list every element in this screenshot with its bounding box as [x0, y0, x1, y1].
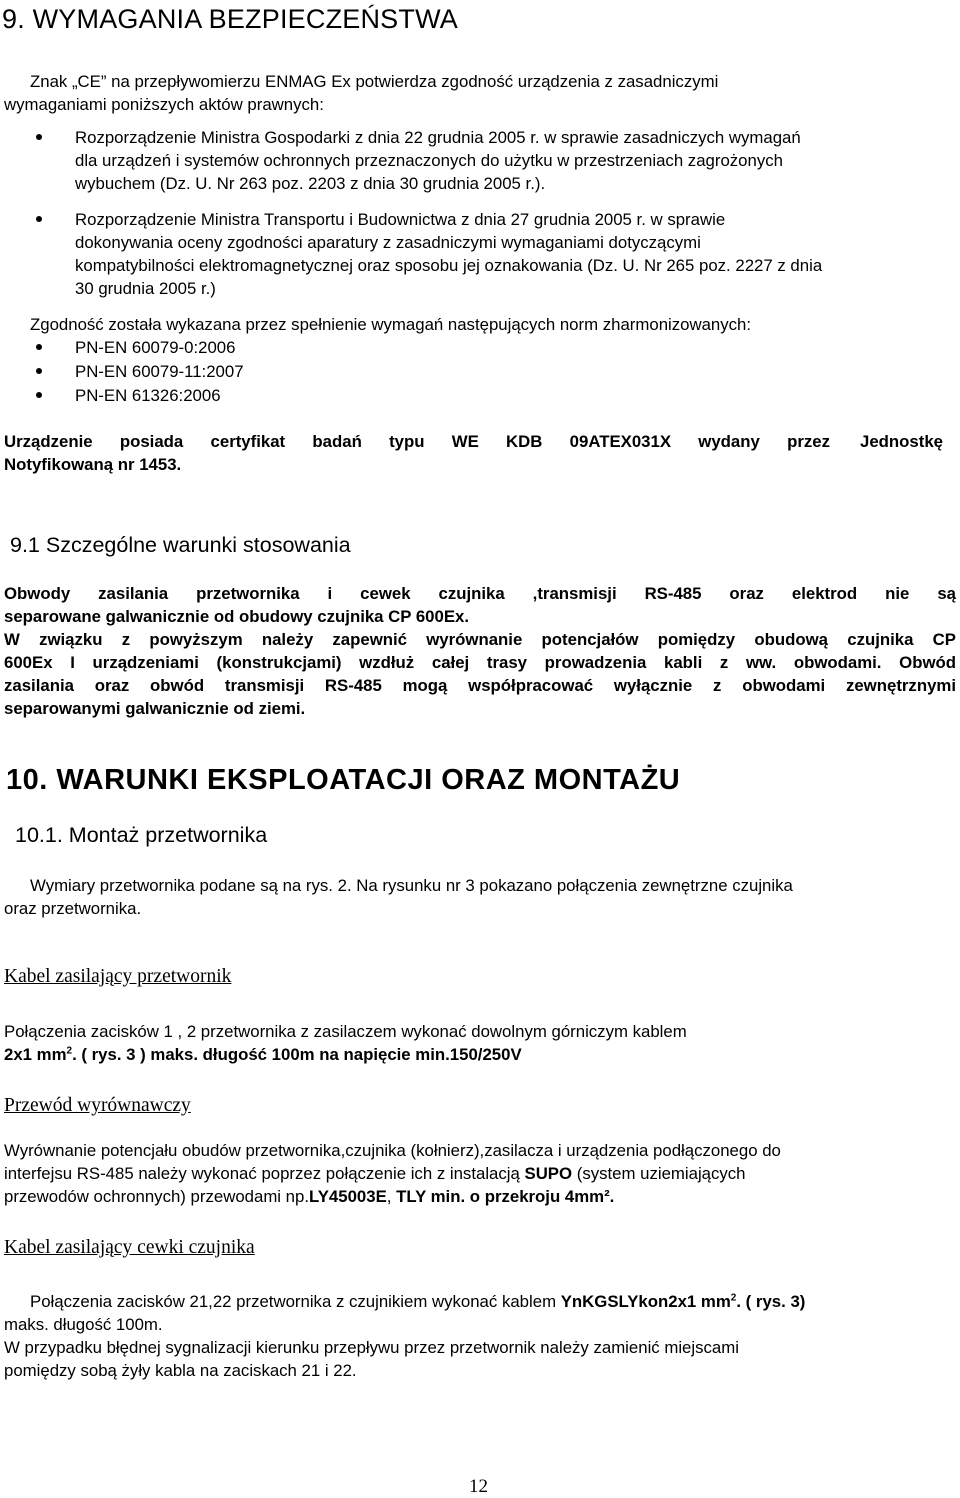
- certificate-line-2: Notyfikowaną nr 1453.: [4, 455, 182, 474]
- intro-line-2: wymaganiami poniższych aktów prawnych:: [4, 95, 324, 114]
- norm-item: PN-EN 60079-0:2006: [75, 338, 236, 357]
- intro-line-1: Znak „CE” na przepływomierzu ENMAG Ex potwierdza zgodność urządzenia z zasadniczymi: [30, 72, 719, 91]
- coil-cable-line-3: W przypadku błędnej sygnalizacji kierunku przepływu przez przetwornik należy zamienić miejscami: [4, 1338, 739, 1357]
- bullet-icon: [36, 368, 42, 374]
- special-conditions-p1-line-2: separowane galwanicznie od obudowy czujnika CP 600Ex.: [4, 607, 470, 626]
- coil-cable-line-4: pomiędzy sobą żyły kabla na zaciskach 21 i 22.: [4, 1361, 357, 1380]
- norm-item: PN-EN 60079-11:2007: [75, 362, 244, 381]
- bullet-icon: [36, 392, 42, 398]
- supply-cable-heading: Kabel zasilający przetwornik: [4, 966, 232, 987]
- norms-intro: Zgodność została wykazana przez spełnienie wymagań następujących norm zharmonizowanych:: [30, 315, 752, 334]
- regulation-1-line-2: dla urządzeń i systemów ochronnych przeznaczonych do użytku w przestrzeniach zagrożonych: [75, 151, 783, 170]
- dimensions-line-2: oraz przetwornika.: [4, 899, 142, 918]
- supply-cable-line-1: Połączenia zacisków 1 , 2 przetwornika z zasilaczem wykonać dowolnym górniczym kablem: [4, 1022, 687, 1041]
- special-conditions-p2-line-1: W związku z powyższym należy zapewnić wyrównanie potencjałów pomiędzy obudową czujnika CP: [4, 630, 956, 649]
- special-conditions-p2-line-2: 600Ex I urządzeniami (konstrukcjami) wzdłuż całej trasy prowadzenia kabli z ww. obwodami. Obwód: [4, 653, 956, 672]
- regulation-1-line-3: wybuchem (Dz. U. Nr 263 poz. 2203 z dnia 30 grudnia 2005 r.).: [75, 174, 546, 193]
- bullet-icon: [36, 134, 42, 140]
- regulation-1-line-1: Rozporządzenie Ministra Gospodarki z dnia 22 grudnia 2005 r. w sprawie zasadniczych wymagań: [75, 128, 801, 147]
- section-9-title: 9. WYMAGANIA BEZPIECZEŃSTWA: [2, 4, 458, 34]
- bullet-icon: [36, 344, 42, 350]
- coil-cable-line-1: Połączenia zacisków 21,22 przetwornika z czujnikiem wykonać kablem YnKGSLYkon2x1 $mm^2$. ( rys. 3): [30, 1292, 806, 1311]
- regulation-2-line-2: dokonywania oceny zgodności aparatury z zasadniczymi wymaganiami dotyczącymi: [75, 233, 701, 252]
- equalizing-wire-line-2: interfejsu RS-485 należy wykonać poprzez połączenie ich z instalacją SUPO (system uziemiających: [4, 1164, 746, 1183]
- section-10-title: 10. WARUNKI EKSPLOATACJI ORAZ MONTAŻU: [6, 764, 681, 796]
- special-conditions-p2-line-4: separowanymi galwanicznie od ziemi.: [4, 699, 306, 718]
- regulation-2-line-3: kompatybilności elektromagnetycznej oraz sposobu jej oznakowania (Dz. U. Nr 265 poz. 2227 z dnia: [75, 256, 823, 275]
- section-10-1-title: 10.1. Montaż przetwornika: [15, 823, 268, 847]
- special-conditions-p1-line-1: Obwody zasilania przetwornika i cewek czujnika ,transmisji RS-485 oraz elektrod nie są: [4, 584, 956, 603]
- regulation-2-line-1: Rozporządzenie Ministra Transportu i Budownictwa z dnia 27 grudnia 2005 r. w sprawie: [75, 210, 726, 229]
- bullet-icon: [36, 216, 42, 222]
- equalizing-wire-heading: Przewód wyrównawczy: [4, 1095, 191, 1116]
- certificate-line-1-end: Jednostkę: [860, 432, 944, 451]
- dimensions-line-1: Wymiary przetwornika podane są na rys. 2. Na rysunku nr 3 pokazano połączenia zewnętrzne czujnika: [30, 876, 793, 895]
- certificate-line-1: Urządzenie posiada certyfikat badań typu WE KDB 09ATEX031X wydany przez: [4, 432, 830, 451]
- norm-item: PN-EN 61326:2006: [75, 386, 221, 405]
- coil-cable-line-2: maks. długość 100m.: [4, 1315, 163, 1334]
- equalizing-wire-line-1: Wyrównanie potencjału obudów przetwornika,czujnika (kołnierz),zasilacza i urządzenia podłączonego do: [4, 1141, 781, 1160]
- special-conditions-p2-line-3: zasilania oraz obwód transmisji RS-485 mogą współpracować wyłącznie z obwodami zewnętrznymi: [4, 676, 956, 695]
- section-9-1-title: 9.1 Szczególne warunki stosowania: [10, 533, 351, 557]
- equalizing-wire-line-3: przewodów ochronnych) przewodami np.LY45003E, TLY min. o przekroju 4mm².: [4, 1187, 615, 1206]
- supply-cable-line-2: 2x1 $mm^2$. ( rys. 3 ) maks. długość 100m na napięcie min.150/250V: [4, 1045, 522, 1064]
- page-number: 12: [469, 1476, 488, 1497]
- coil-cable-heading: Kabel zasilający cewki czujnika: [4, 1237, 255, 1258]
- regulation-2-line-4: 30 grudnia 2005 r.): [75, 279, 216, 298]
